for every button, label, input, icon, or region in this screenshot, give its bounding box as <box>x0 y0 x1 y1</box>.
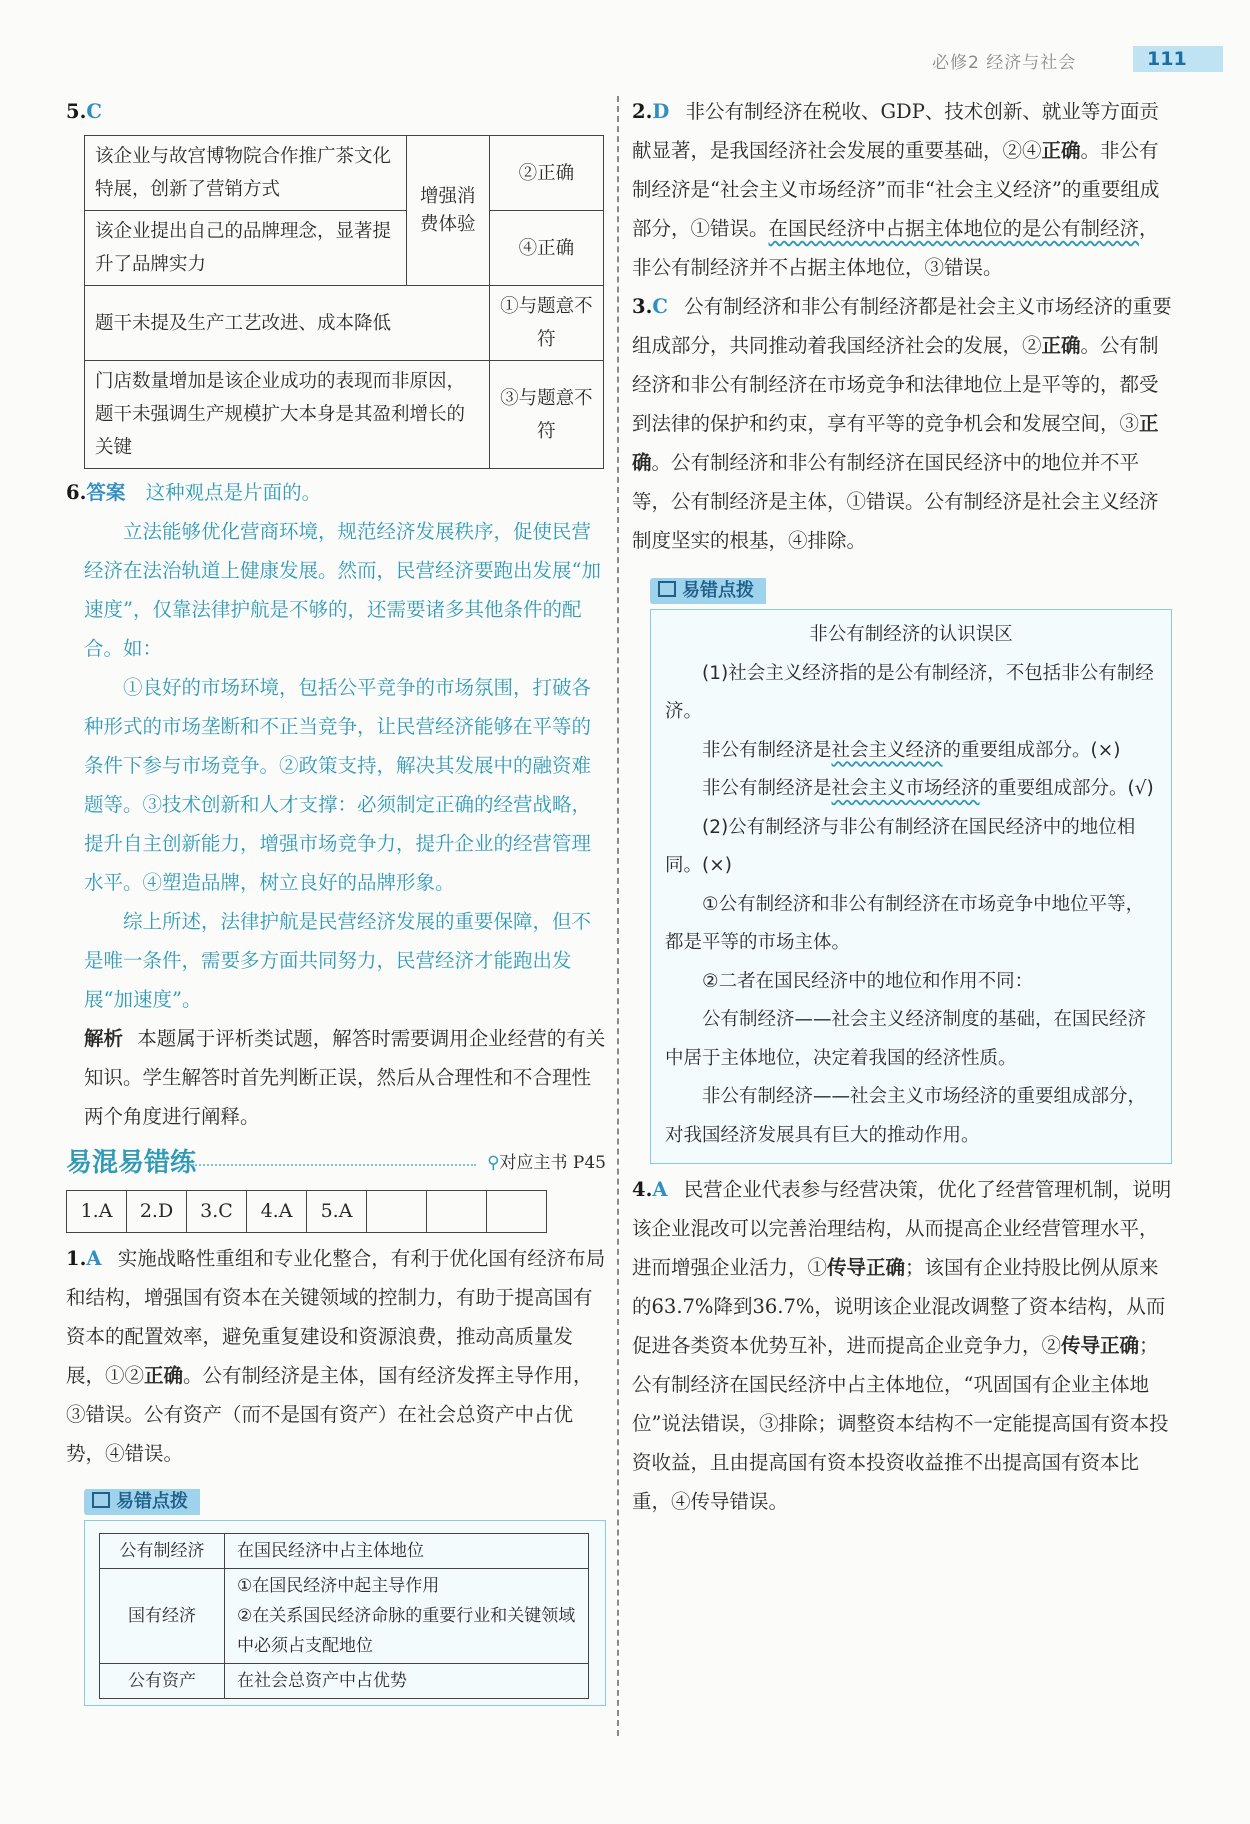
q6-answer-first: 这种观点是片面的。 <box>145 481 322 504</box>
q5-table <box>84 135 604 469</box>
tip1-table <box>99 1533 589 1699</box>
tip1-key: 公有制经济 <box>100 1534 225 1569</box>
q5-cell: 门店数量增加是该企业成功的表现而非原因，题干未强调生产规模扩大本身是其盈利增长的关键 <box>85 361 490 469</box>
page-number: 111 <box>1133 46 1223 72</box>
tip1-value: 在社会总资产中占优势 <box>225 1664 589 1699</box>
q5-heading: 5.C <box>66 100 102 123</box>
right-column <box>632 92 1172 1521</box>
tip1-key: 国有经济 <box>100 1569 225 1664</box>
q6-para: 综上所述，法律护航是民营经济发展的重要保障，但不是唯一条件，需要多方面共同努力，民营经济才能跑出发展“加速度”。 <box>84 910 592 1011</box>
q6-block: 6.答案 这种观点是片面的。 立法能够优化营商环境，规范经济发展秩序，促使民营经济在法治轨道上健康发展。然而，民营经济要跑出发展“加速度”，仅靠法律护航是不够的，还需要诸多其他条件的配合。如： ①良好的市场环境，包括公平竞争的市场氛围，打破各种形式的市场垄断和不正当竞争，让民营经济能够在平等的条件下参与市场竞争。②政策支持，解决其发展中的融资难题等。③技术创新和人才支撑：必须制定正确的经营战略，提升自主创新能力，增强市场竞争力，提升企业的经营管理水平。④塑造品牌，树立良好的品牌形象。 综上所述，法律护航是民营经济发展的重要保障，但不是唯一条件，需要多方面共同努力，民营经济才能跑出发展“加速度”。 解析 本题属于评析类试题，解答时需要调用企业经营的有关知识。学生解答时首先判断正误，然后从合理性和不合理性两个角度进行阐释。 <box>66 473 606 1136</box>
rq3-block: 3.C 公有制经济和非公有制经济都是社会主义市场经济的重要组成部分，共同推动着我国经济社会的发展，②正确。公有制经济和非公有制经济在市场竞争和法律地位上是平等的，都受到法律的保护和约束，享有平等的竞争机会和发展空间，③正确。公有制经济和非公有制经济在国民经济中的地位并不平等，公有制经济是主体，①错误。公有制经济是社会主义经济制度坚实的根基，④排除。 <box>632 295 1172 552</box>
q5-cell: ④正确 <box>489 211 603 286</box>
answer-key-cell: 5.A <box>307 1191 367 1233</box>
book-icon <box>92 1492 110 1508</box>
answer-key-cell: 1.A <box>67 1191 127 1233</box>
tip1-value: 在国民经济中占主体地位 <box>225 1534 589 1569</box>
tip1-label: 易错点拨 <box>84 1489 200 1515</box>
answer-key-cell <box>367 1191 427 1233</box>
answer-key-cell: 2.D <box>127 1191 187 1233</box>
answer-key-cell: 4.A <box>247 1191 307 1233</box>
q6-analysis: 解析 本题属于评析类试题，解答时需要调用企业经营的有关知识。学生解答时首先判断正误，然后从合理性和不合理性两个角度进行阐释。 <box>84 1027 606 1128</box>
rq4-block: 4.A 民营企业代表参与经营决策，优化了经营管理机制，说明该企业混改可以完善治理结构，从而提高企业经营管理水平，进而增强企业活力，①传导正确；该国有企业持股比例从原来的63.7%降到36.7%，说明该企业混改调整了资本结构，从而促进各类资本优势互补，进而提高企业竞争力，②传导正确；公有制经济在国民经济中占主体地位，“巩固国有企业主体地位”说法错误，③排除；调整资本结构不一定能提高国有资本投资收益，且由提高国有资本投资收益推不出提高国有资本比重，④传导错误。 <box>632 1178 1172 1513</box>
section-ref: ⚲对应主书 P45 <box>487 1153 606 1173</box>
q5-cell: ③与题意不符 <box>489 361 603 469</box>
q6-para: 立法能够优化营商环境，规范经济发展秩序，促使民营经济在法治轨道上健康发展。然而，民营经济要跑出发展“加速度”，仅靠法律护航是不够的，还需要诸多其他条件的配合。如： <box>84 520 601 660</box>
answer-key-cell <box>427 1191 487 1233</box>
section-title: 易混易错练 <box>66 1148 197 1178</box>
tip2-title: 非公有制经济的认识误区 <box>809 624 1013 645</box>
search-icon: ⚲ <box>487 1153 500 1173</box>
q5-cell: 增强消费体验 <box>406 136 489 286</box>
rq2-block: 2.D 非公有制经济在税收、GDP、技术创新、就业等方面贡献显著，是我国经济社会发展的重要基础，②④正确。非公有制经济是“社会主义市场经济”而非“社会主义经济”的重要组成部分，①错误。在国民经济中占据主体地位的是公有制经济，非公有制经济并不占据主体地位，③错误。 <box>632 100 1160 279</box>
book-icon <box>658 581 676 597</box>
lq1-block: 1.A 实施战略性重组和专业化整合，有利于优化国有经济布局和结构，增强国有资本在关键领域的控制力，有助于提高国有资本的配置效率，避免重复建设和资源浪费，推动高质量发展，①②正确。公有制经济是主体，国有经济发挥主导作用，③错误。公有资产（而不是国有资产）在社会总资产中占优势，④错误。 <box>66 1247 606 1465</box>
q5-cell: ②正确 <box>489 136 603 211</box>
answer-key-cell: 3.C <box>187 1191 247 1233</box>
tip1-key: 公有资产 <box>100 1664 225 1699</box>
q5-cell: 题干未提及生产工艺改进、成本降低 <box>85 286 490 361</box>
q5-cell: ①与题意不符 <box>489 286 603 361</box>
q5-cell: 该企业提出自己的品牌理念，显著提升了品牌实力 <box>85 211 407 286</box>
tip2 <box>650 570 1172 1164</box>
rq2-highlight: 在国民经济中占据主体地位的是公有制经济 <box>768 217 1140 240</box>
left-column <box>66 92 606 1706</box>
tip1-value: ①在国民经济中起主导作用 ②在关系国民经济命脉的重要行业和关键领域中必须占支配地位 <box>225 1569 589 1664</box>
tip2-label: 易错点拨 <box>650 578 766 604</box>
tip1 <box>84 1481 606 1706</box>
answer-key-cell <box>487 1191 547 1233</box>
section-rule <box>192 1164 476 1166</box>
q5-cell: 该企业与故宫博物院合作推广茶文化特展，创新了营销方式 <box>85 136 407 211</box>
header-subject: 必修2 经济与社会 <box>932 53 1077 73</box>
column-divider <box>617 96 619 1736</box>
q6-para: ①良好的市场环境，包括公平竞争的市场氛围，打破各种形式的市场垄断和不正当竞争，让民营经济能够在平等的条件下参与市场竞争。②政策支持，解决其发展中的融资难题等。③技术创新和人才支撑：必须制定正确的经营战略，提升自主创新能力，增强市场竞争力，提升企业的经营管理水平。④塑造品牌，树立良好的品牌形象。 <box>84 676 592 894</box>
tip2-box: 非公有制经济的认识误区 (1)社会主义经济指的是公有制经济，不包括非公有制经济。 非公有制经济是社会主义经济的重要组成部分。(×) 非公有制经济是社会主义市场经济的重要组成部分。(√) (2)公有制经济与非公有制经济在国民经济中的地位相同。(×) ①公有制经济和非公有制经济在市场竞争中地位平等，都是平等的市场主体。 ②二者在国民经济中的地位和作用不同： 公有制经济——社会主义经济制度的基础，在国民经济中居于主体地位，决定着我国的经济性质。 非公有制经济——社会主义市场经济的重要组成部分，对我国经济发展具有巨大的推动作用。 <box>650 609 1172 1164</box>
answer-key-table <box>66 1190 547 1233</box>
tip1-box <box>84 1520 606 1706</box>
section-header <box>66 1144 606 1184</box>
